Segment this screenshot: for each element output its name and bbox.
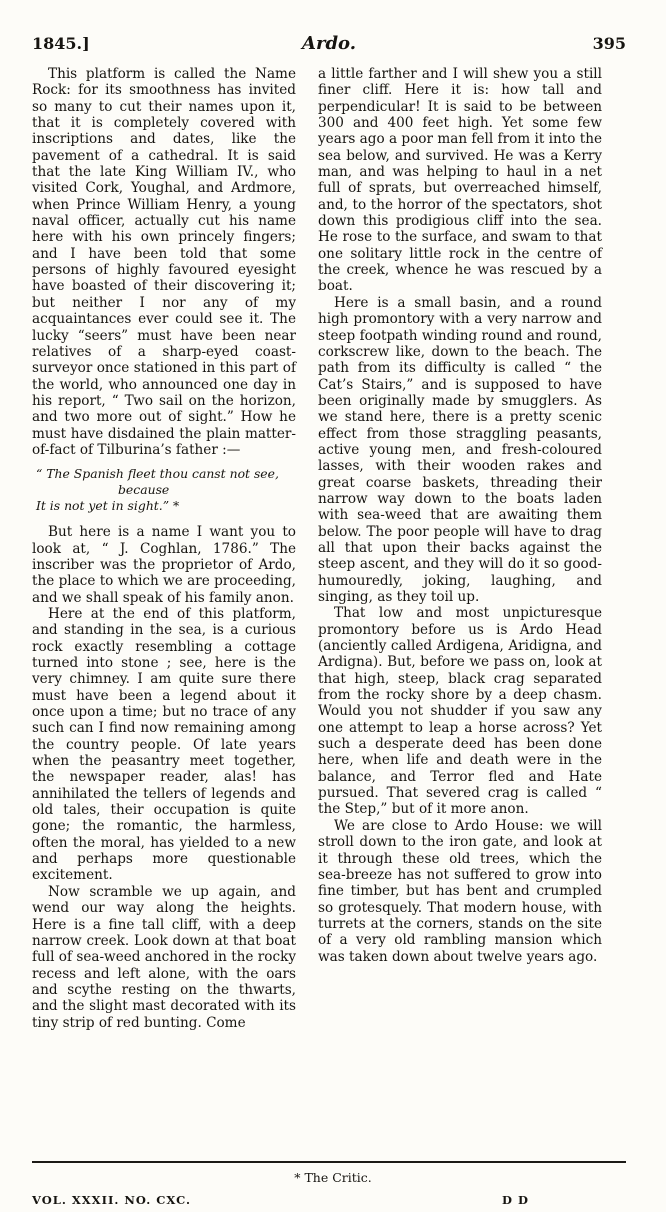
paragraph: Here at the end of this platform, and standing in the sea, is a curious rock exactly resembling a cottage turned into stone ; see, here is the very chimney. I am quite sure there must have been a legend about it once upon a time; but no trace of any such can I find now remaining among the country people. Of late years when the peasantry meet together, the newspaper reader, alas! has annihilated the tellers of legends and old tales, their occupation is quite gone; the romantic, the harmless, often the moral, has yielded to a new and perhaps more questionable excitement. <box>32 605 296 884</box>
volume-info: VOL. XXXII. NO. CXC. <box>32 1193 192 1207</box>
page-footer <box>32 1193 626 1207</box>
left-column <box>32 66 296 1031</box>
signature-mark: D D <box>502 1193 529 1207</box>
header-title: Ardo. <box>302 33 356 54</box>
footnote-rule <box>32 1161 626 1163</box>
paragraph: Now scramble we up again, and wend our way along the heights. Here is a fine tall cliff, with a deep narrow creek. Look down at that boat full of sea-weed anchored in the rocky recess and left alone, with the oars and scythe resting on the thwarts, and the slight mast decorated with its tiny strip of red bunting. Come <box>32 883 297 1031</box>
quote-line: because <box>118 482 170 498</box>
paragraph: a little farther and I will shew you a still finer cliff. Here it is: how tall and perpendicular! It is said to be between 300 and 400 feet high. Yet some few years ago a poor man fell from it into the sea below, and survived. He was a Kerry man, and was helping to haul in a net full of sprats, but overreached himself, and, to the horror of the spectators, shot down this prodigious cliff into the sea. He rose to the surface, and swam to that one solitary little rock in the centre of the creek, whence he was rescued by a boat. <box>318 66 602 295</box>
running-header <box>32 34 626 58</box>
quote-line: It is not yet in sight.” * <box>36 498 180 514</box>
paragraph: That low and most unpicturesque promontory before us is Ardo Head (anciently called Ardigena, Aridigna, and Ardigna). But, before we pass on, look at that high, steep, black crag separated from the rocky shore by a deep chasm. Would you not shudder if you saw any one attempt to leap a horse across? Yet such a desperate deed has been done here, when life and death were in the balance, and Terror fled and Hate pursued. That severed crag is called “ the Step,” but of it more anon. <box>318 605 602 818</box>
paragraph: But here is a name I want you to look at, “ J. Coghlan, 1786.” The inscriber was the proprietor of Ardo, the place to which we are proceeding, and we shall speak of his family anon. <box>32 524 296 606</box>
page-number: 395 <box>592 34 626 53</box>
paragraph: This platform is called the Name Rock: for its smoothness has invited so many to cut their names upon it, that it is completely covered with inscriptions and dates, like the pavement of a cathedral. It is said that the late King William IV., who visited Cork, Youghal, and Ardmore, when Prince William Henry, a young naval officer, actually cut his name here with his own princely fingers; and I have been told that some persons of highly favoured eyesight have boasted of their discovering it; but neither I nor any of my acquaintances ever could see it. The lucky “seers” must have been near relatives of a sharp-eyed coast-surveyor once stationed in this part of the world, who announced one day in his report, “ Two sail on the horizon, and two more out of sight.” How he must have disdained the plain matter-of-fact of Tilburina’s father :— <box>32 66 296 458</box>
verse-quote <box>36 466 296 514</box>
paragraph: Here is a small basin, and a round high promontory with a very narrow and steep footpath winding round and round, corkscrew like, down to the beach. The path from its difficulty is called “ the Cat’s Stairs,” and is supposed to have been originally made by smugglers. As we stand here, there is a pretty scenic effect from those straggling peasants, active young men, and fresh-coloured lasses, with their wooden rakes and great coarse baskets, threading their narrow way down to the boats laden with sea-weed that are awaiting them below. The poor people will have to drag all that upon their backs against the steep ascent, and they will do it so good-humouredly, joking, laughing, and singing, as they toil up. <box>318 294 602 605</box>
right-column <box>318 66 602 965</box>
footnote: * The Critic. <box>294 1170 372 1185</box>
quote-line: “ The Spanish fleet thou canst not see, <box>36 466 279 482</box>
paragraph: We are close to Ardo House: we will stroll down to the iron gate, and look at it through these old trees, which the sea-breeze has not suffered to grow into fine timber, but has bent and crumpled so grotesquely. That modern house, with turrets at the corners, stands on the site of a very old rambling mansion which was taken down about twelve years ago. <box>318 817 602 965</box>
header-date: 1845.] <box>32 34 90 53</box>
